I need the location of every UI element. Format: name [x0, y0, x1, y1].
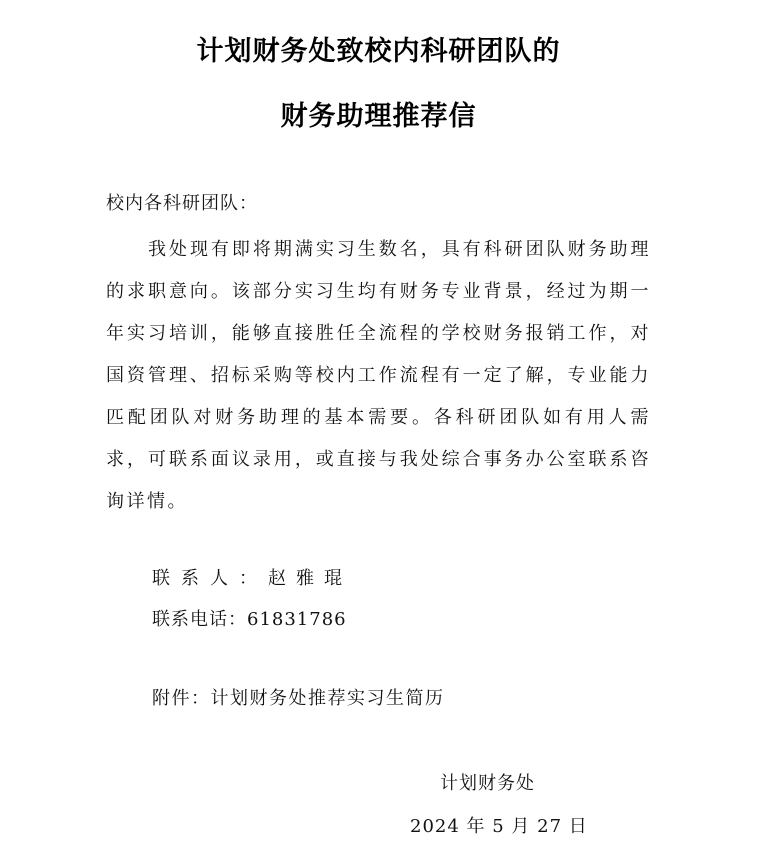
contact-person: [152, 566, 352, 592]
contact-phone: [152, 607, 347, 633]
salutation: 校内各科研团队：: [106, 193, 258, 214]
letter-title-line-1: 计划财务处致校内科研团队的: [196, 36, 561, 67]
contact-person-name: 赵雅琨: [268, 568, 352, 589]
attachment-note: 附件：计划财务处推荐实习生简历: [152, 688, 445, 709]
contact-phone-number: 61831786: [247, 609, 347, 630]
contact-phone-label: 联系电话：: [152, 609, 247, 630]
letter-title-line-2: 财务助理推荐信: [280, 101, 477, 132]
signer: 计划财务处: [440, 773, 535, 794]
letter-body: 我处现有即将期满实习生数名，具有科研团队财务助理的求职意向。该部分实习生均有财务专业背景，经过为期一年实习培训，能够直接胜任全流程的学校财务报销工作，对国资管理、招标采购等校内工作流程有一定了解，专业能力匹配团队对财务助理的基本需要。各科研团队如有用人需求，可联系面议录用，或直接与我处综合事务办公室联系咨询详情。: [106, 239, 651, 512]
letter-date: 2024 年 5 月 27 日: [410, 816, 588, 837]
contact-person-label: 联系人：: [152, 568, 268, 589]
